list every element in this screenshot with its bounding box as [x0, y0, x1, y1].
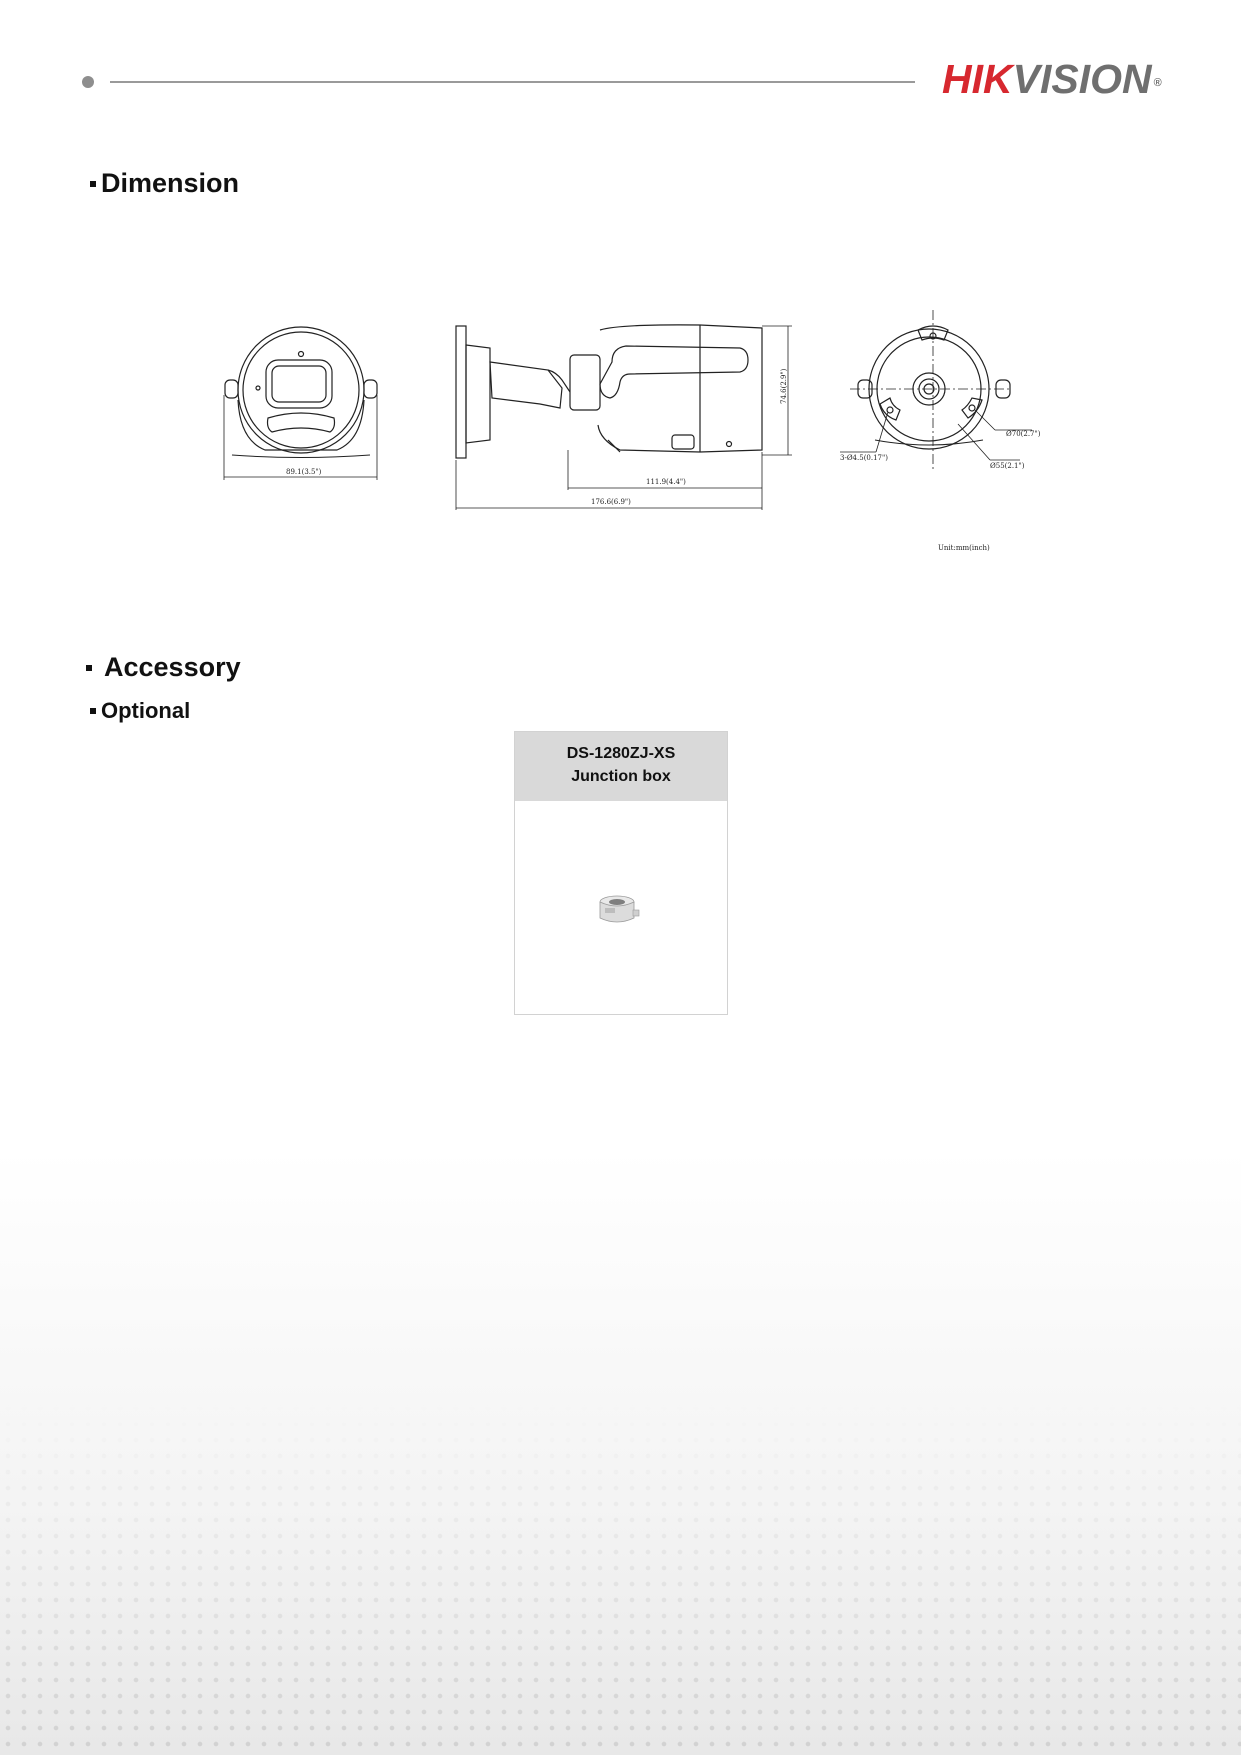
- dimension-title: Dimension: [101, 168, 240, 198]
- logo-text-red: HIK: [942, 56, 1013, 102]
- accessory-card-caption: [515, 732, 727, 801]
- header-rule: [110, 81, 915, 83]
- side-height-label: 74.6(2.9"): [780, 368, 788, 404]
- rear-inner-diameter-label: Ø55(2.1"): [990, 462, 1025, 470]
- hikvision-logo: [942, 56, 1182, 102]
- dimension-heading: [90, 168, 239, 199]
- accessory-title: Accessory: [104, 652, 241, 682]
- unit-note: Unit:mm(inch): [938, 544, 990, 552]
- rear-holes-label: 3-Ø4.5(0.17"): [840, 454, 888, 462]
- side-body-length-label: 111.9(4.4"): [646, 478, 686, 486]
- dimension-drawings: [0, 300, 1241, 560]
- optional-title: Optional: [101, 698, 191, 723]
- accessory-heading: [86, 652, 241, 683]
- rear-view-drawing: [840, 310, 1032, 470]
- accessory-model: DS-1280ZJ-XS: [566, 745, 676, 762]
- side-total-length-label: 176.6(6.9"): [591, 498, 631, 506]
- bullet-square-icon: [90, 708, 96, 714]
- bullet-square-icon: [86, 665, 92, 671]
- side-view-drawing: [456, 325, 792, 510]
- front-width-label: 89.1(3.5"): [286, 468, 322, 476]
- background-dot-pattern: [0, 1400, 1241, 1755]
- header-dot: [82, 76, 94, 88]
- logo-registered-mark: ®: [1153, 77, 1162, 89]
- junction-box-icon: [597, 892, 645, 937]
- optional-heading: [90, 698, 190, 724]
- logo-text-gray: VISION: [1012, 56, 1152, 102]
- accessory-name: Junction box: [571, 768, 671, 785]
- rear-outer-diameter-label: Ø70(2.7"): [1006, 430, 1041, 438]
- accessory-card: [514, 731, 728, 1015]
- front-view-drawing: [224, 327, 377, 480]
- bullet-square-icon: [90, 181, 96, 187]
